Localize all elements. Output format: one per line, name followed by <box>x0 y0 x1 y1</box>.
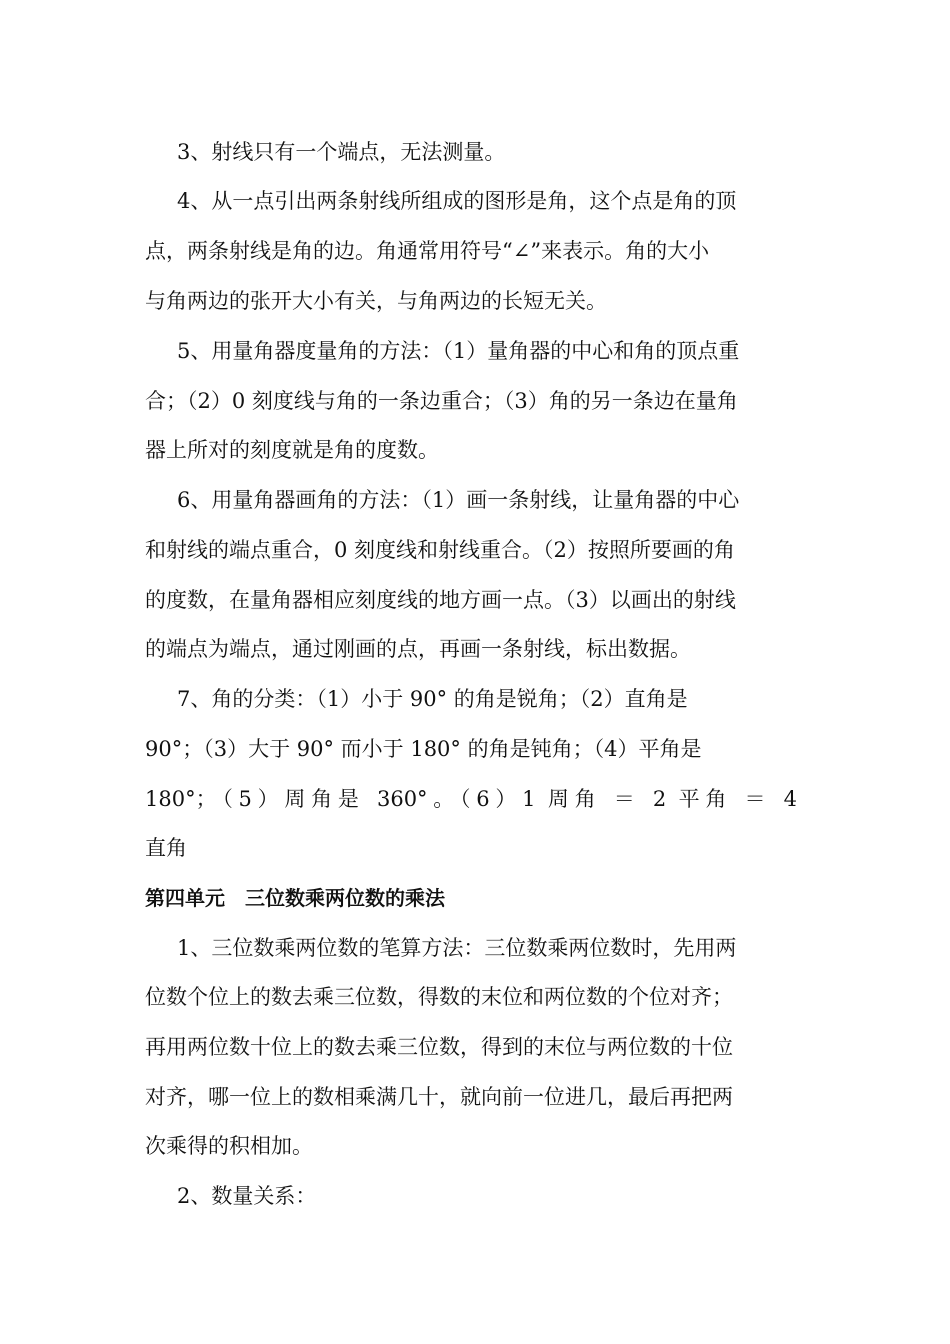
paragraph-6-line-3: 的度数，在量角器相应刻度线的地方画一点。（3）以画出的射线 <box>145 588 736 612</box>
paragraph-4-line-3: 与角两边的张开大小有关，与角两边的长短无关。 <box>145 289 607 313</box>
paragraph-5-line-3: 器上所对的刻度就是角的度数。 <box>145 438 439 462</box>
paragraph-7-line-4: 直角 <box>145 836 187 860</box>
paragraph-5-line-2: 合；（2）0 刻度线与角的一条边重合；（3）角的另一条边在量角 <box>145 389 738 413</box>
paragraph-6-line-4: 的端点为端点，通过刚画的点，再画一条射线，标出数据。 <box>145 637 691 661</box>
paragraph-6-line-1: 6、用量角器画角的方法：（1）画一条射线，让量角器的中心 <box>177 488 740 512</box>
paragraph-3-line-1: 3、射线只有一个端点，无法测量。 <box>177 140 506 164</box>
paragraph-4-line-1: 4、从一点引出两条射线所组成的图形是角，这个点是角的顶 <box>177 189 737 213</box>
section-paragraph-1-line-2: 位数个位上的数去乘三位数，得数的末位和两位数的个位对齐； <box>145 985 733 1009</box>
paragraph-7-line-1: 7、角的分类：（1）小于 90° 的角是锐角；（2）直角是 <box>177 687 688 711</box>
section-paragraph-1-line-3: 再用两位数十位上的数去乘三位数，得到的末位与两位数的十位 <box>145 1035 733 1059</box>
section-paragraph-1-line-4: 对齐，哪一位上的数相乘满几十，就向前一位进几，最后再把两 <box>145 1085 733 1109</box>
paragraph-7-line-2: 90°；（3）大于 90° 而小于 180° 的角是钝角；（4）平角是 <box>145 737 702 761</box>
paragraph-4-line-2: 点，两条射线是角的边。角通常用符号“∠”来表示。角的大小 <box>145 239 710 263</box>
paragraph-6-line-2: 和射线的端点重合，0 刻度线和射线重合。（2）按照所要画的角 <box>145 538 735 562</box>
paragraph-5-line-1: 5、用量角器度量角的方法：（1）量角器的中心和角的顶点重 <box>177 339 740 363</box>
section-paragraph-1-line-5: 次乘得的积相加。 <box>145 1134 313 1158</box>
section-heading: 第四单元 三位数乘两位数的乘法 <box>145 886 445 910</box>
section-paragraph-1-line-1: 1、三位数乘两位数的笔算方法：三位数乘两位数时，先用两 <box>177 936 737 960</box>
paragraph-7-line-3: 180°；（5）周角是 360°。（6）1 周角 ＝ 2 平角 ＝ 4 <box>145 787 797 811</box>
section-paragraph-2-line-1: 2、数量关系： <box>177 1184 317 1208</box>
